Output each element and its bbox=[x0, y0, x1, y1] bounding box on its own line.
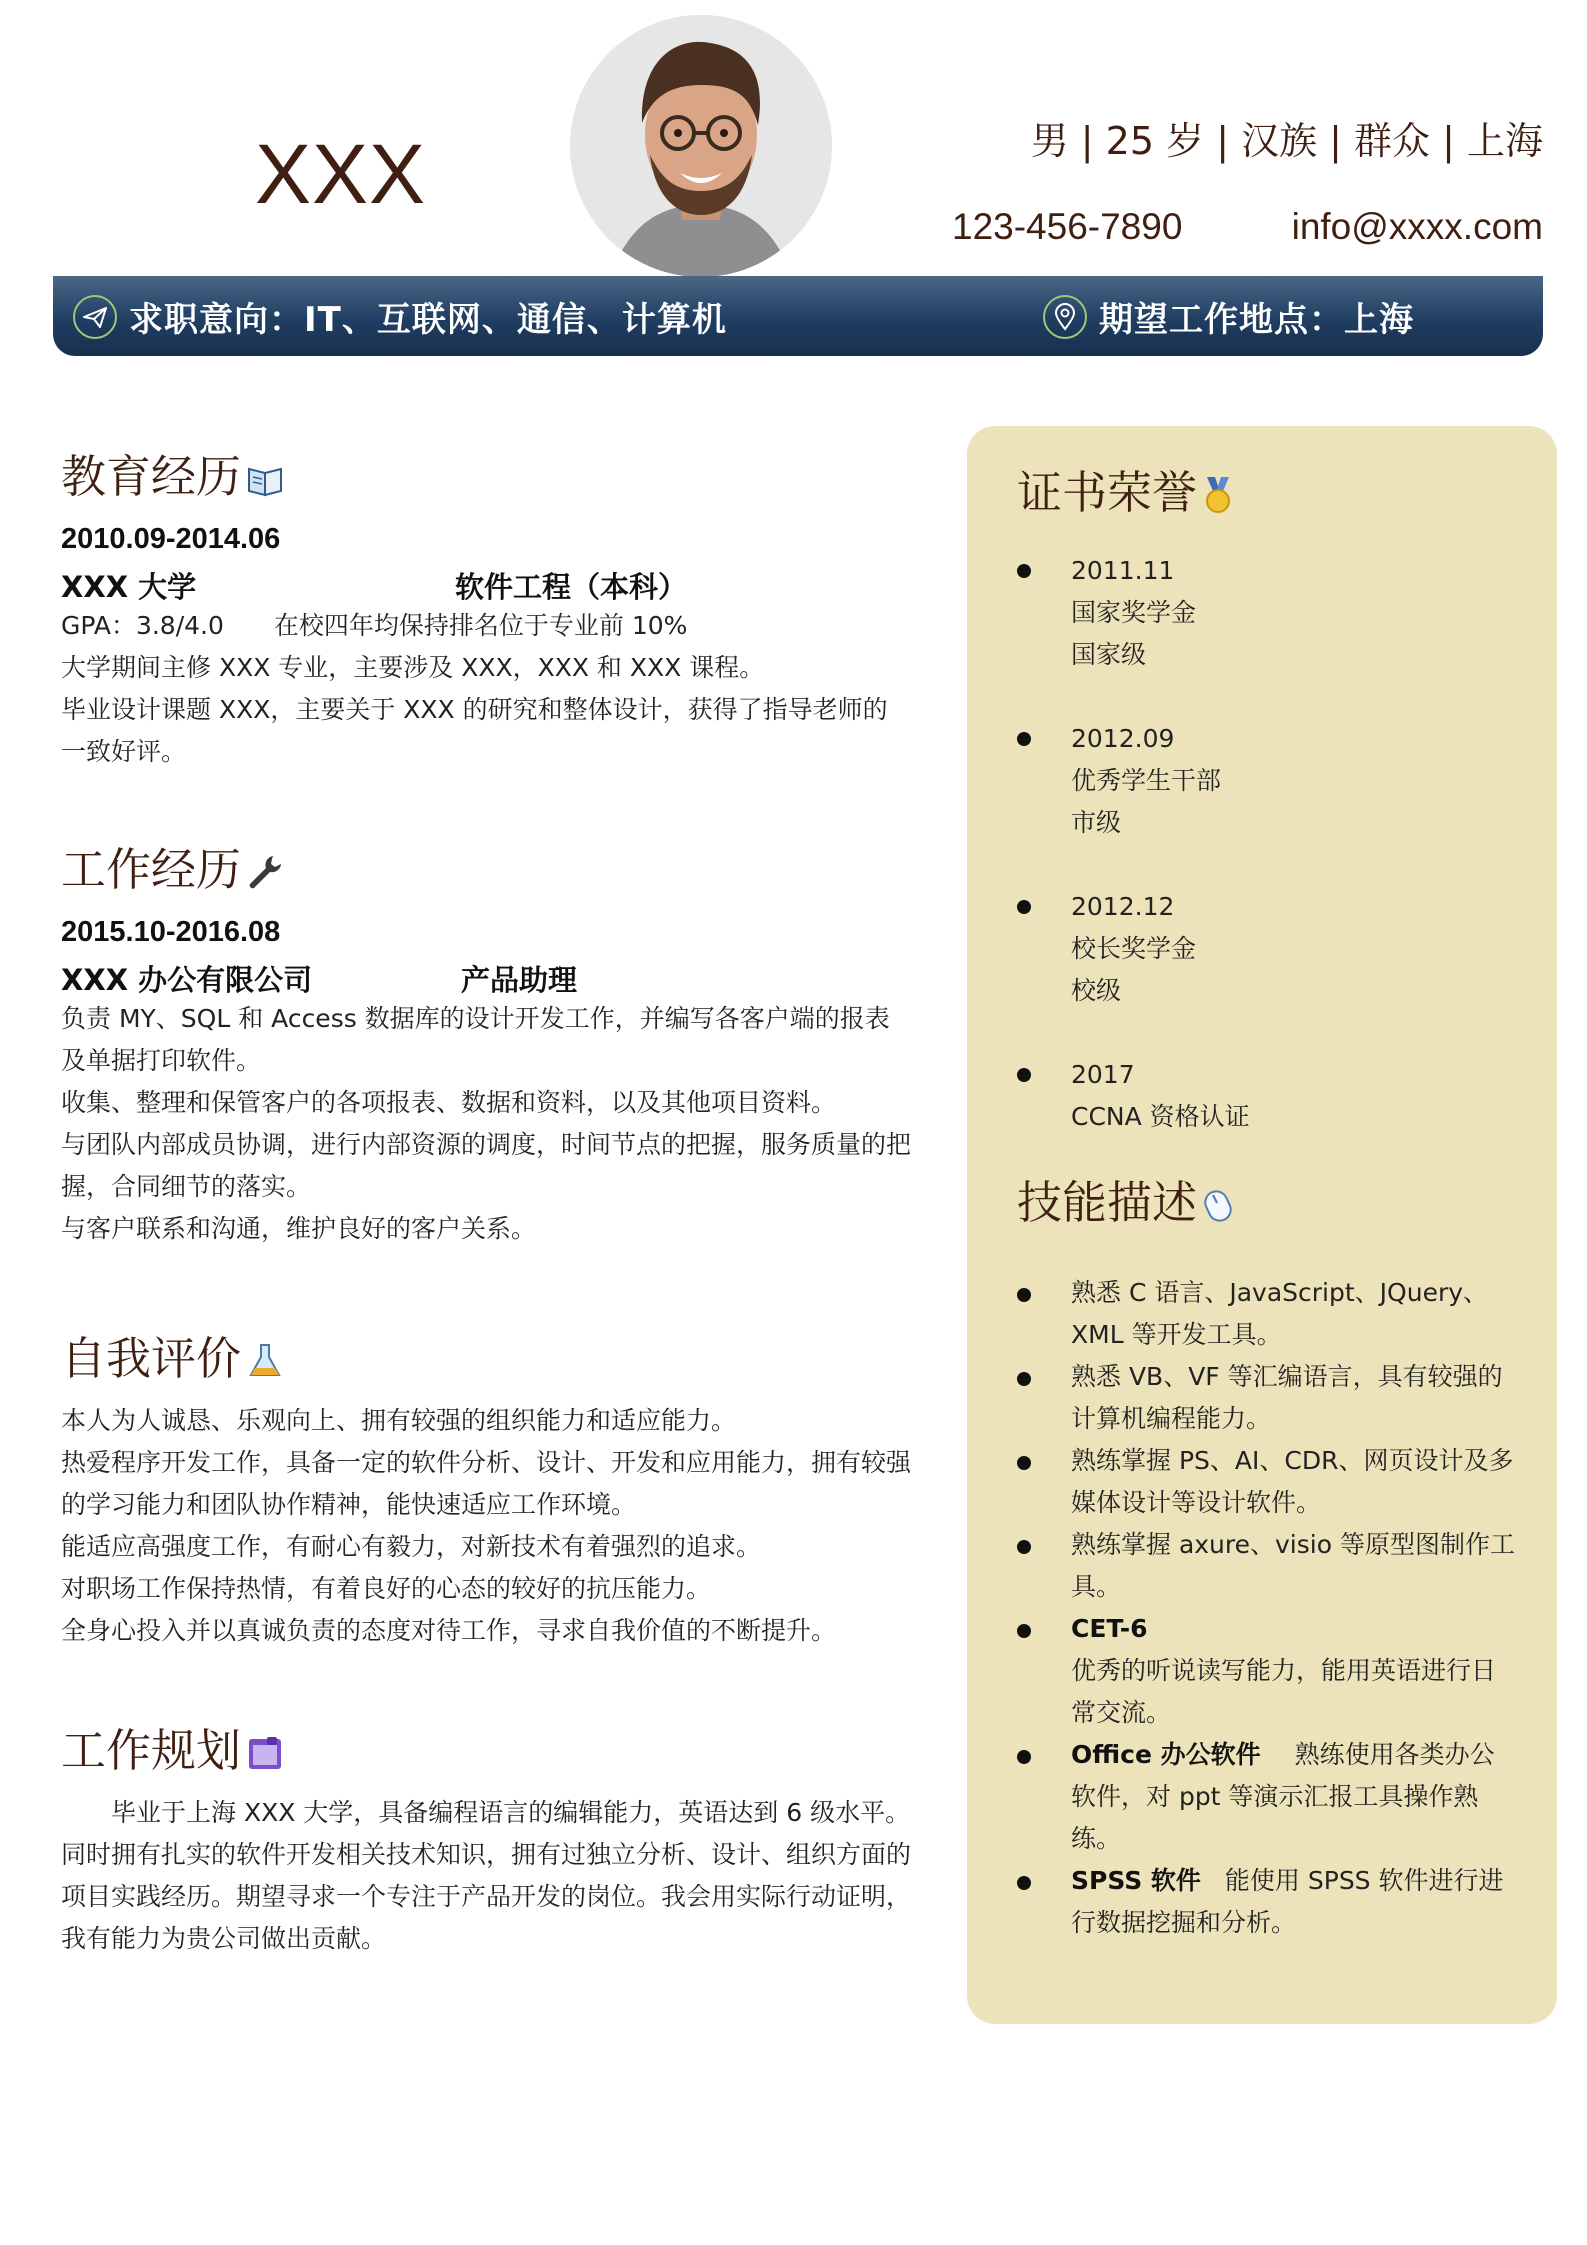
major: 软件工程（本科） bbox=[455, 569, 688, 604]
self-line: 本人为人诚恳、乐观向上、拥有较强的组织能力和适应能力。 bbox=[61, 1405, 737, 1435]
work-line: 负责 MY、SQL 和 Access 数据库的设计开发工作，并编写各客户端的报表及单据打印软件。 bbox=[61, 1003, 890, 1075]
cert-date: 2012.12 bbox=[1071, 892, 1175, 921]
cert-name: 国家奖学金 bbox=[1071, 598, 1197, 627]
skill-name: Office 办公软件 bbox=[1071, 1740, 1261, 1769]
cert-item bbox=[1017, 718, 1517, 844]
calendar-icon bbox=[245, 1731, 285, 1771]
main-column bbox=[61, 450, 911, 1960]
self-line: 对职场工作保持热情，有着良好的心态的较好的抗压能力。 bbox=[61, 1573, 712, 1603]
skill-item bbox=[1017, 1356, 1517, 1440]
medal-icon bbox=[1201, 473, 1235, 513]
self-evaluation-section bbox=[61, 1332, 911, 1652]
skill-desc: 能使用 SPSS 软件进行进行数据挖掘和分析。 bbox=[1071, 1866, 1504, 1937]
self-line: 能适应高强度工作，有耐心有毅力，对新技术有着强烈的追求。 bbox=[61, 1531, 762, 1561]
school-name: XXX 大学 bbox=[61, 569, 197, 604]
bullet-icon bbox=[1017, 1540, 1031, 1554]
cert-level: 国家级 bbox=[1071, 640, 1147, 669]
work-line: 与团队内部成员协调，进行内部资源的调度，时间节点的把握，服务质量的把握，合同细节的落实。 bbox=[61, 1129, 912, 1201]
skill-desc: 熟悉 VB、VF 等汇编语言，具有较强的计算机编程能力。 bbox=[1071, 1362, 1503, 1433]
skill-name: SPSS 软件 bbox=[1071, 1866, 1201, 1895]
section-title-plan: 工作规划 bbox=[61, 1723, 242, 1777]
wrench-icon bbox=[245, 850, 285, 890]
cert-item bbox=[1017, 1054, 1517, 1138]
skill-desc: 熟悉 C 语言、JavaScript、JQuery、XML 等开发工具。 bbox=[1071, 1278, 1489, 1349]
cert-name: 校长奖学金 bbox=[1071, 934, 1197, 963]
cert-item bbox=[1017, 550, 1517, 676]
skill-item bbox=[1017, 1608, 1517, 1734]
skill-item bbox=[1017, 1860, 1517, 1944]
bullet-icon bbox=[1017, 1288, 1031, 1302]
skill-desc: 优秀的听说读写能力，能用英语进行日常交流。 bbox=[1071, 1656, 1497, 1727]
job-intent: 求职意向：IT、互联网、通信、计算机 bbox=[129, 300, 727, 340]
education-dates: 2010.09-2014.06 bbox=[61, 523, 281, 555]
bullet-icon bbox=[1017, 1624, 1031, 1638]
cert-name: CCNA 资格认证 bbox=[1071, 1102, 1250, 1131]
sidebar bbox=[967, 426, 1557, 2024]
skill-name: CET-6 bbox=[1071, 1614, 1148, 1643]
bullet-icon bbox=[1017, 1456, 1031, 1470]
cert-level: 校级 bbox=[1071, 976, 1122, 1005]
skill-item bbox=[1017, 1440, 1517, 1524]
education-section bbox=[61, 450, 911, 773]
education-line: 毕业设计课题 XXX，主要关于 XXX 的研究和整体设计，获得了指导老师的一致好评。 bbox=[61, 694, 888, 766]
career-plan-section bbox=[61, 1724, 911, 1960]
section-title-self: 自我评价 bbox=[61, 1331, 242, 1385]
bullet-icon bbox=[1017, 1068, 1031, 1082]
work-line: 与客户联系和沟通，维护良好的客户关系。 bbox=[61, 1213, 537, 1243]
mouse-icon bbox=[1201, 1183, 1237, 1223]
bullet-icon bbox=[1017, 900, 1031, 914]
bullet-icon bbox=[1017, 1876, 1031, 1890]
phone-number: 123-456-7890 bbox=[952, 206, 1183, 247]
bullet-icon bbox=[1017, 564, 1031, 578]
section-title-skills: 技能描述 bbox=[1017, 1176, 1198, 1229]
cert-item bbox=[1017, 886, 1517, 1012]
skills-list bbox=[967, 1272, 1557, 1944]
education-line: GPA：3.8/4.0 在校四年均保持排名位于专业前 10% bbox=[61, 610, 688, 640]
skill-desc: 熟练掌握 PS、AI、CDR、网页设计及多媒体设计等设计软件。 bbox=[1071, 1446, 1514, 1517]
self-line: 全身心投入并以真诚负责的态度对待工作，寻求自我价值的不断提升。 bbox=[61, 1615, 837, 1645]
skill-item bbox=[1017, 1524, 1517, 1608]
cert-date: 2017 bbox=[1071, 1060, 1135, 1089]
self-line: 热爱程序开发工作，具备一定的软件分析、设计、开发和应用能力，拥有较强的学习能力和团队协作精神，能快速适应工作环境。 bbox=[61, 1447, 912, 1519]
desired-location: 期望工作地点：上海 bbox=[1099, 300, 1414, 340]
cert-name: 优秀学生干部 bbox=[1071, 766, 1222, 795]
bullet-icon bbox=[1017, 1372, 1031, 1386]
email-address: info@xxxx.com bbox=[1291, 206, 1543, 247]
bullet-icon bbox=[1017, 732, 1031, 746]
work-line: 收集、整理和保管客户的各项报表、数据和资料，以及其他项目资料。 bbox=[61, 1087, 837, 1117]
paper-plane-icon bbox=[73, 295, 117, 339]
location-pin-icon bbox=[1043, 295, 1087, 339]
book-icon bbox=[245, 457, 285, 497]
section-title-certs: 证书荣誉 bbox=[1017, 466, 1198, 519]
personal-info: 男 | 25 岁 | 汉族 | 群众 | 上海 bbox=[1030, 119, 1543, 163]
candidate-name: XXX bbox=[255, 127, 427, 221]
section-title-education: 教育经历 bbox=[61, 450, 242, 503]
cert-date: 2011.11 bbox=[1071, 556, 1175, 585]
avatar bbox=[570, 15, 832, 277]
skill-item bbox=[1017, 1272, 1517, 1356]
skill-desc: 熟练掌握 axure、visio 等原型图制作工具。 bbox=[1071, 1530, 1515, 1601]
cert-level: 市级 bbox=[1071, 808, 1122, 837]
bullet-icon bbox=[1017, 1750, 1031, 1764]
plan-text: 毕业于上海 XXX 大学，具备编程语言的编辑能力，英语达到 6 级水平。同时拥有扎实的软件开发相关技术知识，拥有过独立分析、设计、组织方面的项目实践经历。期望寻求一个专注于产品开发的岗位。我会用实际行动证明，我有能力为贵公司做出贡献。 bbox=[61, 1797, 912, 1953]
work-section bbox=[61, 843, 911, 1250]
job-title: 产品助理 bbox=[461, 962, 578, 997]
work-dates: 2015.10-2016.08 bbox=[61, 915, 281, 948]
section-title-work: 工作经历 bbox=[61, 842, 242, 896]
lab-flask-icon bbox=[245, 1339, 285, 1379]
job-intent-banner bbox=[53, 276, 1543, 356]
cert-date: 2012.09 bbox=[1071, 724, 1175, 753]
education-line: 大学期间主修 XXX 专业，主要涉及 XXX，XXX 和 XXX 课程。 bbox=[61, 652, 765, 682]
skill-desc: 熟练使用各类办公软件，对 ppt 等演示汇报工具操作熟练。 bbox=[1071, 1740, 1495, 1853]
company-name: XXX 办公有限公司 bbox=[61, 962, 313, 997]
skill-item bbox=[1017, 1734, 1517, 1860]
